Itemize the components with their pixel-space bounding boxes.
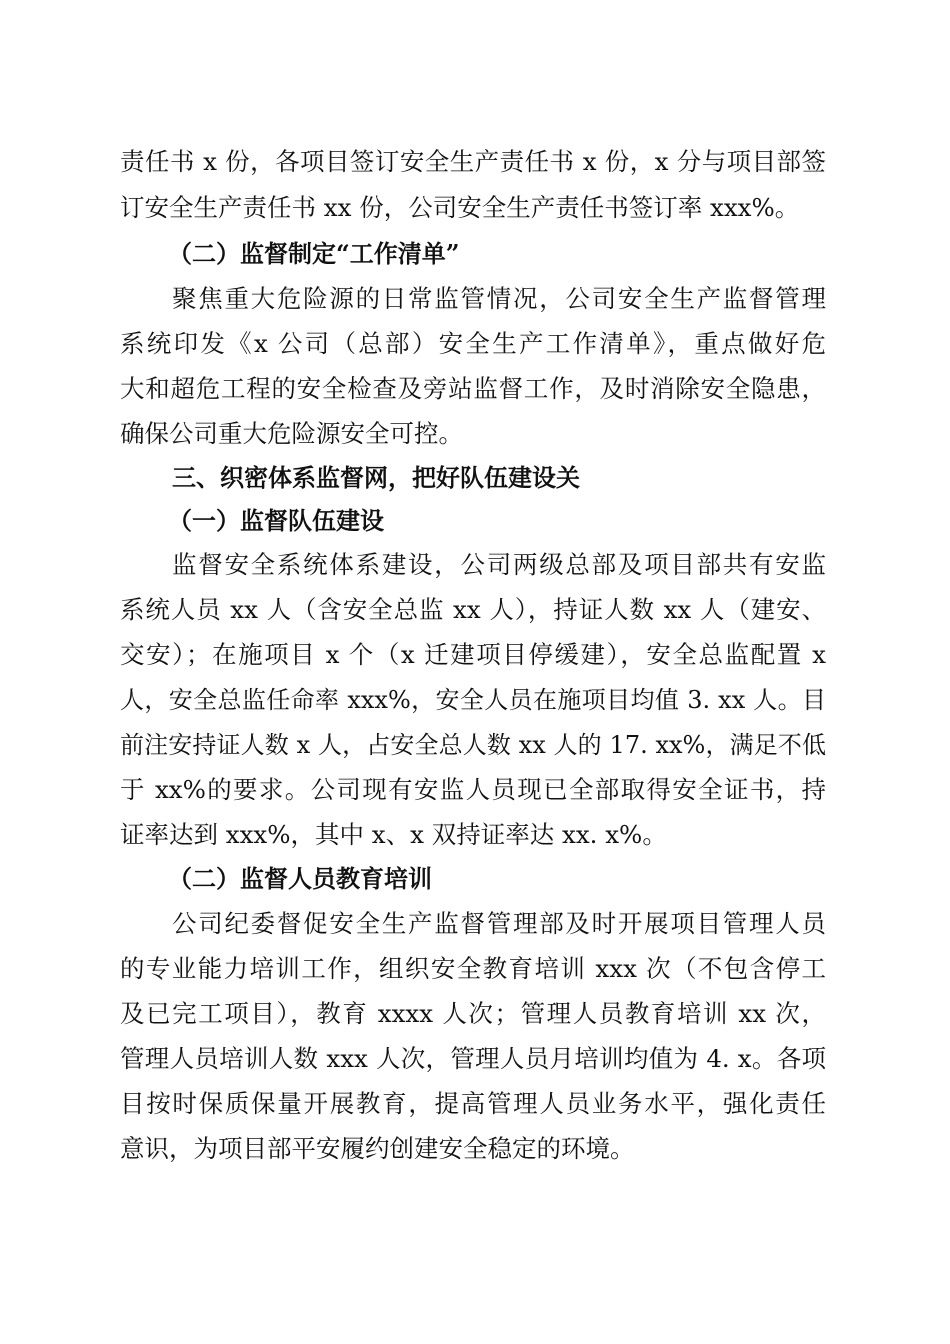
paragraph-line: [0, 723, 950, 767]
paragraph-line: [0, 678, 950, 722]
subsection-heading: [0, 232, 950, 276]
line-text: 及已完工项目），教育 xxxx 人次；管理人员教育培训 xx 次，: [120, 999, 826, 1028]
section-heading: [0, 456, 950, 500]
line-text: 交安）；在施项目 x 个（x 迁建项目停缓建），安全总监配置 x: [120, 640, 826, 669]
paragraph-line: [0, 947, 950, 991]
paragraph-line: [0, 322, 950, 366]
line-text: 证率达到 xxx%，其中 x、x 双持证率达 xx. x%。: [120, 820, 667, 849]
line-text: 监督安全系统体系建设，公司两级总部及项目部共有安监: [172, 550, 826, 579]
line-text: 责任书 x 份，各项目签订安全生产责任书 x 份，x 分与项目部签: [120, 147, 826, 176]
line-text: 目按时保质保量开展教育，提高管理人员业务水平，强化责任: [120, 1089, 826, 1118]
paragraph-line: [0, 902, 950, 946]
subsection-heading: [0, 857, 950, 901]
line-text: 聚焦重大危险源的日常监管情况，公司安全生产监督管理: [172, 284, 826, 313]
line-text: 系统印发《x 公司（总部）安全生产工作清单》，重点做好危: [120, 329, 826, 358]
subsection-heading-text: （二）监督制定“工作清单”: [168, 239, 460, 268]
line-text: 的专业能力培训工作，组织安全教育培训 xxx 次（不包含停工: [120, 954, 826, 983]
paragraph-line: [0, 992, 950, 1036]
paragraph-line: [0, 367, 950, 411]
line-text: 管理人员培训人数 xxx 人次，管理人员月培训均值为 4. x。各项: [120, 1044, 826, 1073]
paragraph-line: [0, 140, 950, 184]
subsection-heading: [0, 499, 950, 543]
paragraph-line: [0, 1037, 950, 1081]
section-heading-text: 三、织密体系监督网，把好队伍建设关: [172, 464, 580, 492]
line-text: 前注安持证人数 x 人，占安全总人数 xx 人的 17. xx%，满足不低: [120, 731, 826, 759]
paragraph-line: [0, 633, 950, 677]
paragraph-line: [0, 768, 950, 812]
paragraph-line: [0, 543, 950, 587]
line-text: 确保公司重大危险源安全可控。: [120, 419, 463, 448]
line-text: 订安全生产责任书 xx 份，公司安全生产责任书签订率 xxx%。: [120, 193, 800, 222]
paragraph-line: [0, 412, 950, 456]
paragraph-line: [0, 813, 950, 857]
line-text: 系统人员 xx 人（含安全总监 xx 人），持证人数 xx 人（建安、: [120, 595, 826, 624]
line-text: 意识，为项目部平安履约创建安全稳定的环境。: [120, 1134, 635, 1163]
paragraph-line: [0, 588, 950, 632]
subsection-heading-text: （一）监督队伍建设: [168, 506, 384, 535]
subsection-heading-text: （二）监督人员教育培训: [168, 864, 432, 893]
paragraph-line: [0, 1082, 950, 1126]
paragraph-line: [0, 186, 950, 230]
line-text: 公司纪委督促安全生产监督管理部及时开展项目管理人员: [172, 909, 826, 938]
line-text: 大和超危工程的安全检查及旁站监督工作，及时消除安全隐患，: [120, 374, 826, 403]
paragraph-line: [0, 277, 950, 321]
paragraph-line: [0, 1127, 950, 1171]
line-text: 人，安全总监任命率 xxx%，安全人员在施项目均值 3. xx 人。目: [120, 686, 826, 714]
line-text: 于 xx%的要求。公司现有安监人员现已全部取得安全证书，持: [120, 775, 826, 804]
